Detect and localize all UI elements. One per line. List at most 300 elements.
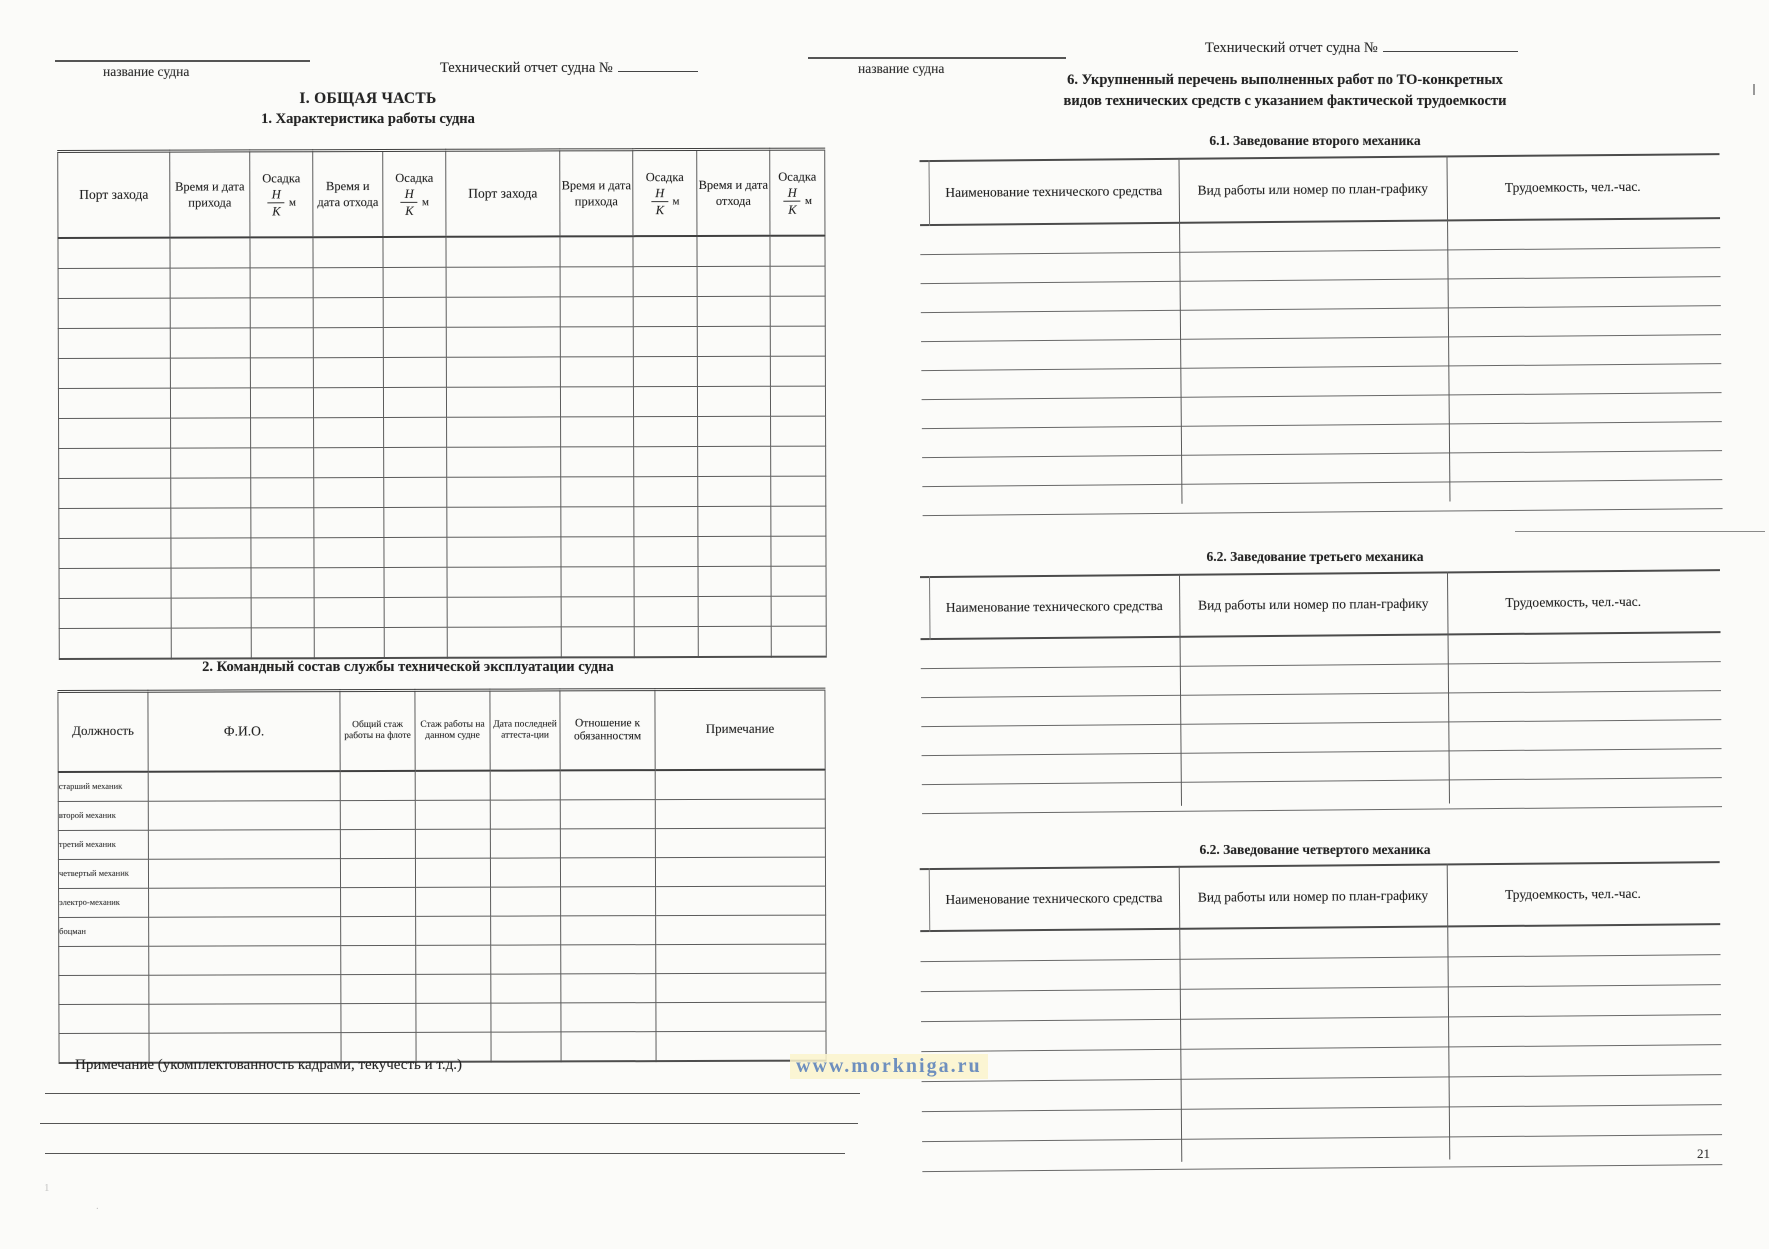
draft-unit: м bbox=[288, 196, 296, 209]
voyage-cell bbox=[59, 538, 171, 568]
worklist-body bbox=[930, 633, 1701, 814]
crew-cell bbox=[491, 944, 561, 973]
voyage-cell bbox=[250, 267, 313, 297]
voyage-cell bbox=[251, 417, 314, 447]
crew-cell bbox=[561, 973, 656, 1002]
voyage-cell bbox=[561, 416, 634, 446]
col-equipment: Наименование технического средства bbox=[945, 598, 1163, 616]
crew-cell bbox=[491, 1002, 561, 1031]
voyage-cell bbox=[58, 328, 170, 358]
voyage-cell bbox=[561, 566, 634, 596]
ship-name-overline bbox=[55, 60, 310, 62]
voyage-cell bbox=[698, 566, 771, 596]
voyage-empty-row bbox=[59, 566, 826, 598]
voyage-cell bbox=[384, 417, 447, 447]
voyage-cell bbox=[383, 357, 446, 387]
voyage-empty-row bbox=[58, 326, 825, 358]
voyage-cell bbox=[314, 417, 384, 447]
col-equipment: Наименование технического средства bbox=[945, 183, 1163, 201]
crew-cell bbox=[655, 857, 825, 887]
crew-cell bbox=[340, 858, 415, 887]
voyage-cell bbox=[58, 388, 170, 418]
crew-cell bbox=[416, 916, 491, 945]
voyage-cell bbox=[170, 237, 250, 268]
crew-row-label: электро-механик bbox=[59, 888, 149, 917]
crew-cell bbox=[491, 1031, 561, 1061]
voyage-cell bbox=[770, 356, 825, 386]
crew-cell bbox=[149, 887, 341, 917]
voyage-cell bbox=[59, 418, 171, 448]
crew-cell bbox=[561, 944, 656, 973]
voyage-cell bbox=[251, 597, 314, 627]
crew-cell bbox=[655, 769, 825, 799]
voyage-cell bbox=[170, 297, 250, 327]
voyage-cell bbox=[251, 567, 314, 597]
draft-fraction: $\frac{Н}{К}$ bbox=[651, 187, 668, 216]
voyage-cell bbox=[250, 387, 313, 417]
voyage-cell bbox=[771, 506, 826, 536]
crew-cell bbox=[490, 828, 560, 857]
crew-row bbox=[58, 857, 825, 888]
voyage-empty-row bbox=[59, 476, 826, 508]
col-draft-3 bbox=[633, 149, 697, 235]
voyage-cell bbox=[447, 536, 561, 566]
page-number: 21 bbox=[1697, 1146, 1710, 1161]
voyage-cell bbox=[633, 296, 697, 326]
voyage-cell bbox=[171, 417, 251, 447]
crew-cell bbox=[341, 974, 416, 1003]
voyage-cell bbox=[170, 357, 250, 387]
voyage-cell bbox=[58, 268, 170, 298]
voyage-cell bbox=[560, 356, 633, 386]
voyage-cell bbox=[560, 236, 633, 267]
watermark: www.morkniga.ru bbox=[790, 1054, 988, 1079]
voyage-cell bbox=[697, 235, 770, 266]
crew-cell bbox=[656, 915, 826, 945]
voyage-cell bbox=[698, 476, 771, 506]
voyage-cell bbox=[314, 597, 384, 627]
crew-cell bbox=[561, 1002, 656, 1031]
voyage-cell bbox=[251, 627, 314, 658]
crew-cell bbox=[560, 857, 655, 886]
crew-cell bbox=[341, 1003, 416, 1032]
crew-cell bbox=[560, 770, 655, 800]
voyage-cell bbox=[698, 536, 771, 566]
voyage-cell bbox=[59, 568, 171, 598]
voyage-cell bbox=[633, 356, 697, 386]
voyage-cell bbox=[171, 597, 251, 627]
voyage-cell bbox=[314, 507, 384, 537]
voyage-cell bbox=[446, 386, 560, 416]
voyage-cell bbox=[313, 297, 383, 327]
crew-cell bbox=[149, 1003, 341, 1033]
col-work-type: Вид работы или номер по план-графику bbox=[1197, 180, 1428, 198]
voyage-cell bbox=[313, 236, 383, 267]
voyage-cell bbox=[250, 297, 313, 327]
voyage-cell bbox=[447, 476, 561, 506]
voyage-cell bbox=[58, 298, 170, 328]
voyage-cell bbox=[171, 537, 251, 567]
voyage-cell bbox=[384, 627, 447, 658]
scan-artifact-mark bbox=[1753, 84, 1755, 95]
voyage-cell bbox=[561, 596, 634, 626]
crew-cell bbox=[561, 1031, 656, 1061]
voyage-cell bbox=[170, 387, 250, 417]
crew-row-label: третий механик bbox=[58, 830, 148, 859]
crew-cell bbox=[340, 800, 415, 829]
note-writing-line bbox=[45, 1093, 860, 1094]
crew-cell bbox=[491, 973, 561, 1002]
col-labor-hours: Трудоемкость, чел.-час. bbox=[1504, 179, 1641, 196]
voyage-cell bbox=[250, 357, 313, 387]
crew-row bbox=[59, 1002, 826, 1033]
voyage-empty-row bbox=[59, 536, 826, 568]
crew-cell bbox=[490, 770, 560, 800]
voyage-cell bbox=[771, 416, 826, 446]
voyage-cell bbox=[561, 626, 634, 657]
crew-cell bbox=[491, 886, 561, 915]
report-number-line bbox=[440, 58, 698, 77]
voyage-cell bbox=[250, 237, 313, 268]
crew-table-body bbox=[58, 769, 826, 1062]
voyage-cell bbox=[698, 446, 771, 476]
col-draft-4 bbox=[770, 149, 825, 235]
voyage-cell bbox=[313, 387, 383, 417]
voyage-table bbox=[57, 148, 827, 660]
col-port-1: Порт захода bbox=[58, 151, 170, 237]
crew-cell bbox=[656, 973, 826, 1003]
subsection-6-2b-title: 6.2. Заведование четвертого механика bbox=[1199, 842, 1431, 857]
col-labor-hours: Трудоемкость, чел.-час. bbox=[1505, 594, 1642, 611]
voyage-cell bbox=[171, 507, 251, 537]
col-arrival-2: Время и дата прихода bbox=[560, 150, 633, 236]
voyage-empty-row bbox=[59, 596, 826, 628]
draft-fraction: $\frac{Н}{К}$ bbox=[401, 188, 418, 217]
voyage-cell bbox=[383, 387, 446, 417]
voyage-cell bbox=[446, 236, 560, 267]
draft-label: Осадка bbox=[395, 171, 434, 186]
voyage-cell bbox=[697, 296, 770, 326]
crew-cell bbox=[656, 886, 826, 916]
note-writing-line bbox=[40, 1123, 858, 1124]
col-fleet-exp: Общий стаж работы на флоте bbox=[340, 690, 415, 770]
voyage-cell bbox=[313, 357, 383, 387]
voyage-cell bbox=[633, 266, 697, 296]
voyage-empty-row bbox=[59, 446, 826, 478]
worklist-body bbox=[929, 219, 1702, 516]
worklist-body bbox=[929, 925, 1701, 1172]
worklist-empty-row bbox=[922, 1135, 1722, 1172]
voyage-empty-row bbox=[58, 266, 825, 298]
worklist-table-6-2b bbox=[929, 861, 1702, 1164]
crew-header-row bbox=[58, 689, 825, 771]
worklist-table-6-2 bbox=[929, 569, 1701, 808]
voyage-cell bbox=[170, 267, 250, 297]
crew-table bbox=[57, 688, 826, 1064]
voyage-cell bbox=[384, 477, 447, 507]
voyage-cell bbox=[59, 478, 171, 508]
crew-cell bbox=[341, 916, 416, 945]
worklist-header-row bbox=[928, 153, 1699, 226]
voyage-cell bbox=[384, 537, 447, 567]
section2-title: 2. Командный состав службы технической эксплуатации судна bbox=[202, 659, 614, 675]
voyage-cell bbox=[771, 566, 826, 596]
col-attitude: Отношение к обязанностям bbox=[560, 690, 655, 770]
voyage-cell bbox=[314, 537, 384, 567]
voyage-cell bbox=[634, 596, 698, 626]
voyage-cell bbox=[171, 477, 251, 507]
crew-row bbox=[58, 769, 825, 801]
crew-cell bbox=[655, 828, 825, 858]
crew-cell bbox=[148, 858, 340, 888]
voyage-cell bbox=[251, 447, 314, 477]
voyage-cell bbox=[634, 506, 698, 536]
voyage-header-row bbox=[58, 149, 825, 237]
draft-label: Осадка bbox=[778, 169, 817, 184]
voyage-cell bbox=[171, 567, 251, 597]
crew-cell bbox=[490, 799, 560, 828]
crew-row-label: боцман bbox=[59, 917, 149, 946]
voyage-cell bbox=[446, 326, 560, 356]
crew-cell bbox=[148, 771, 340, 801]
voyage-cell bbox=[697, 386, 770, 416]
draft-label: Осадка bbox=[262, 171, 301, 186]
crew-cell bbox=[561, 915, 656, 944]
voyage-cell bbox=[447, 416, 561, 446]
section1-title: 1. Характеристика работы судна bbox=[261, 111, 475, 127]
ship-name-label: название судна bbox=[858, 61, 945, 76]
draft-unit: м bbox=[421, 196, 429, 209]
voyage-cell bbox=[251, 507, 314, 537]
crew-cell bbox=[415, 800, 490, 829]
voyage-cell bbox=[633, 235, 697, 266]
voyage-cell bbox=[384, 447, 447, 477]
crew-cell bbox=[416, 945, 491, 974]
voyage-empty-row bbox=[59, 416, 826, 448]
worklist-header-row bbox=[929, 861, 1700, 932]
crew-cell bbox=[490, 857, 560, 886]
voyage-cell bbox=[771, 626, 826, 657]
voyage-cell bbox=[698, 506, 771, 536]
voyage-cell bbox=[59, 598, 171, 628]
voyage-cell bbox=[384, 507, 447, 537]
voyage-cell bbox=[560, 266, 633, 296]
col-work-type: Вид работы или номер по план-графику bbox=[1198, 595, 1429, 613]
crew-cell bbox=[656, 944, 826, 974]
section6-title-line1: 6. Укрупненный перечень выполненных работ по ТО-конкретных bbox=[1067, 72, 1503, 88]
crew-cell bbox=[491, 915, 561, 944]
crew-cell bbox=[149, 916, 341, 946]
voyage-cell bbox=[770, 326, 825, 356]
voyage-cell bbox=[770, 386, 825, 416]
voyage-cell bbox=[313, 267, 383, 297]
voyage-cell bbox=[560, 326, 633, 356]
col-attestation: Дата последней аттеста-ции bbox=[490, 690, 560, 770]
voyage-cell bbox=[314, 567, 384, 597]
scan-artifact-line bbox=[1515, 531, 1765, 532]
worklist-empty-row bbox=[922, 480, 1722, 516]
section6-title-line2: видов технических средств с указанием фактической трудоемкости bbox=[1063, 93, 1507, 109]
voyage-cell bbox=[314, 627, 384, 658]
voyage-cell bbox=[560, 386, 633, 416]
crew-table-grid bbox=[57, 688, 826, 1064]
voyage-cell bbox=[313, 327, 383, 357]
voyage-cell bbox=[560, 296, 633, 326]
worklist-empty-row bbox=[922, 778, 1722, 814]
col-vessel-exp: Стаж работы на данном судне bbox=[415, 690, 490, 770]
voyage-cell bbox=[383, 327, 446, 357]
crew-cell bbox=[415, 858, 490, 887]
draft-label: Осадка bbox=[645, 170, 684, 185]
col-fullname: Ф.И.О. bbox=[148, 691, 340, 772]
crew-cell bbox=[148, 829, 340, 859]
report-number-line bbox=[1205, 38, 1518, 57]
crew-cell bbox=[149, 945, 341, 975]
report-number-label: Технический отчет судна № bbox=[1205, 40, 1378, 56]
col-departure-2: Время и дата отхода bbox=[697, 149, 770, 235]
voyage-cell bbox=[447, 446, 561, 476]
voyage-cell bbox=[383, 236, 446, 267]
voyage-cell bbox=[314, 477, 384, 507]
voyage-cell bbox=[770, 266, 825, 296]
crew-cell bbox=[341, 887, 416, 916]
voyage-cell bbox=[59, 448, 171, 478]
crew-row bbox=[59, 915, 826, 946]
worklist-table-6-1 bbox=[928, 153, 1701, 506]
crew-cell bbox=[149, 974, 341, 1004]
voyage-cell bbox=[446, 296, 560, 326]
voyage-cell bbox=[633, 386, 697, 416]
draft-unit: м bbox=[672, 195, 680, 208]
voyage-cell bbox=[447, 506, 561, 536]
voyage-cell bbox=[171, 627, 251, 658]
voyage-empty-row bbox=[58, 386, 825, 418]
voyage-cell bbox=[251, 537, 314, 567]
crew-cell bbox=[560, 828, 655, 857]
crew-cell bbox=[148, 800, 340, 830]
voyage-cell bbox=[59, 508, 171, 538]
report-number-blank bbox=[618, 58, 698, 72]
voyage-empty-row bbox=[59, 626, 826, 659]
crew-cell bbox=[656, 1002, 826, 1032]
crew-row bbox=[58, 828, 825, 859]
voyage-cell bbox=[771, 476, 826, 506]
ship-name-label: название судна bbox=[103, 64, 190, 79]
voyage-cell bbox=[634, 446, 698, 476]
voyage-cell bbox=[383, 267, 446, 297]
voyage-cell bbox=[383, 297, 446, 327]
voyage-cell bbox=[251, 477, 314, 507]
voyage-cell bbox=[771, 446, 826, 476]
voyage-empty-row bbox=[58, 235, 825, 268]
col-departure-1: Время и дата отхода bbox=[313, 150, 383, 236]
crew-row-label bbox=[59, 1004, 149, 1033]
crew-row bbox=[58, 799, 825, 830]
voyage-cell bbox=[698, 626, 771, 657]
voyage-cell bbox=[384, 567, 447, 597]
note-writing-line bbox=[45, 1153, 845, 1154]
draft-fraction: $\frac{Н}{К}$ bbox=[268, 189, 285, 218]
voyage-table-grid bbox=[57, 148, 827, 660]
scan-speck: . bbox=[96, 1200, 99, 1212]
crew-cell bbox=[561, 886, 656, 915]
subsection-6-2-title: 6.2. Заведование третьего механика bbox=[1206, 549, 1424, 564]
col-port-2: Порт захода bbox=[446, 150, 560, 236]
voyage-cell bbox=[770, 235, 825, 266]
voyage-cell bbox=[561, 476, 634, 506]
voyage-cell bbox=[170, 327, 250, 357]
voyage-empty-row bbox=[58, 296, 825, 328]
voyage-cell bbox=[698, 596, 771, 626]
col-labor-hours: Трудоемкость, чел.-час. bbox=[1504, 886, 1641, 903]
voyage-cell bbox=[446, 356, 560, 386]
col-draft-2 bbox=[383, 150, 446, 236]
worklist-header-row bbox=[929, 569, 1700, 640]
draft-unit: м bbox=[804, 195, 812, 208]
part-title: I. ОБЩАЯ ЧАСТЬ bbox=[299, 90, 437, 107]
voyage-cell bbox=[697, 266, 770, 296]
col-draft-1 bbox=[250, 151, 313, 237]
voyage-empty-row bbox=[58, 356, 825, 388]
voyage-cell bbox=[697, 326, 770, 356]
voyage-cell bbox=[770, 296, 825, 326]
crew-row bbox=[59, 944, 826, 975]
crew-cell bbox=[340, 829, 415, 858]
scan-speck: 1 bbox=[44, 1182, 50, 1194]
note-label: Примечание (укомплектованность кадрами, текучесть и т.д.) bbox=[75, 1057, 462, 1073]
voyage-cell bbox=[771, 596, 826, 626]
report-number-blank bbox=[1383, 38, 1518, 52]
voyage-cell bbox=[633, 326, 697, 356]
voyage-cell bbox=[697, 356, 770, 386]
voyage-cell bbox=[634, 416, 698, 446]
voyage-cell bbox=[446, 266, 560, 296]
voyage-cell bbox=[250, 327, 313, 357]
subsection-6-1-title: 6.1. Заведование второго механика bbox=[1209, 133, 1421, 148]
crew-row-label: второй механик bbox=[58, 801, 148, 830]
voyage-cell bbox=[59, 628, 171, 659]
voyage-table-body bbox=[58, 235, 826, 658]
voyage-cell bbox=[58, 237, 170, 268]
crew-cell bbox=[341, 945, 416, 974]
crew-row-label: старший механик bbox=[58, 771, 148, 801]
crew-cell bbox=[416, 974, 491, 1003]
col-arrival-1: Время и дата прихода bbox=[170, 151, 250, 237]
voyage-cell bbox=[698, 416, 771, 446]
voyage-empty-row bbox=[59, 506, 826, 538]
crew-cell bbox=[415, 829, 490, 858]
voyage-cell bbox=[447, 566, 561, 596]
voyage-cell bbox=[634, 626, 698, 657]
voyage-cell bbox=[58, 358, 170, 388]
voyage-cell bbox=[384, 597, 447, 627]
crew-cell bbox=[560, 799, 655, 828]
voyage-cell bbox=[314, 447, 384, 477]
crew-row-label: четвертый механик bbox=[58, 859, 148, 888]
voyage-cell bbox=[561, 506, 634, 536]
voyage-cell bbox=[447, 596, 561, 626]
col-work-type: Вид работы или номер по план-графику bbox=[1197, 887, 1429, 905]
voyage-cell bbox=[634, 566, 698, 596]
crew-cell bbox=[416, 1003, 491, 1032]
crew-row bbox=[59, 886, 826, 917]
voyage-cell bbox=[171, 447, 251, 477]
crew-row-label bbox=[59, 946, 149, 975]
crew-cell bbox=[415, 770, 490, 800]
crew-row-label bbox=[59, 975, 149, 1004]
report-number-label: Технический отчет судна № bbox=[440, 60, 613, 76]
voyage-cell bbox=[634, 536, 698, 566]
